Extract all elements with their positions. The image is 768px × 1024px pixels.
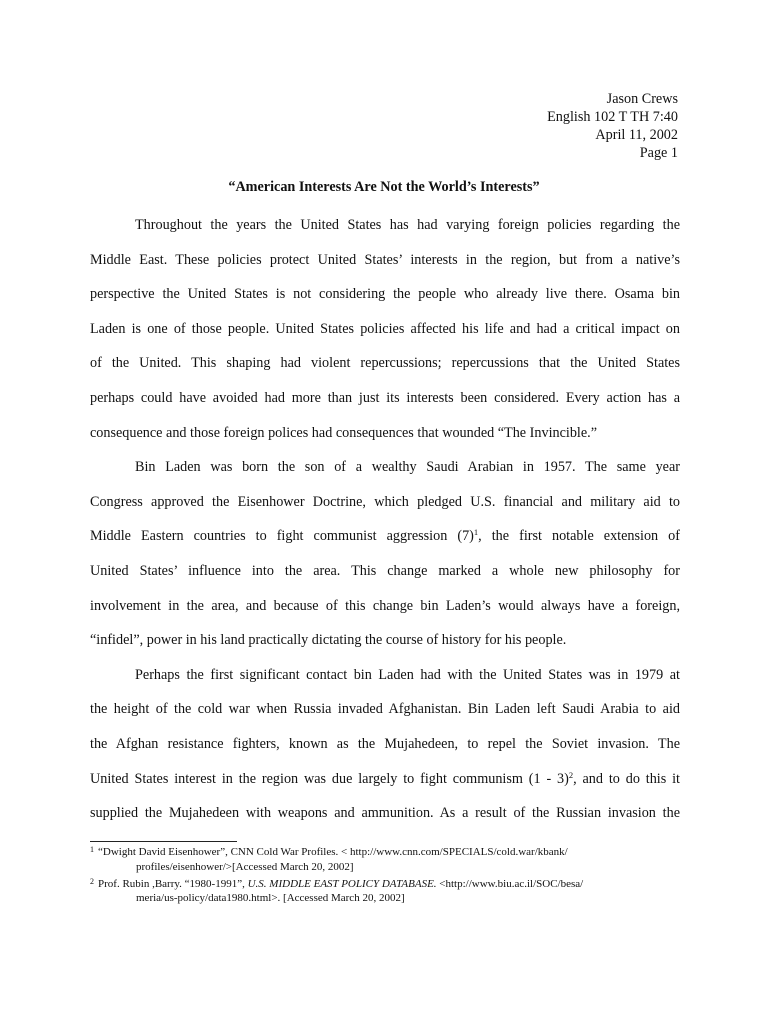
paragraph-1 (90, 208, 680, 450)
footnote-reference-2[interactable]: 2 (568, 769, 574, 780)
text-line: Laden is one of those people. United States policies affected his life and had a critical impact on (90, 320, 680, 337)
footnote-text: meria/us-policy/data1980.html>. [Accessed March 20, 2002] (136, 892, 405, 905)
text-line: Middle East. These policies protect United States’ interests in the region, but from a native’s (90, 251, 680, 268)
essay-body (90, 208, 680, 831)
author-name: Jason Crews (606, 91, 678, 107)
text-line: of the United. This shaping had violent repercussions; repercussions that the United States (90, 355, 680, 372)
text-line: consequence and those foreign polices had consequences that wounded “The Invincible.” (90, 424, 598, 441)
essay-title: “American Interests Are Not the World’s Interests” (228, 179, 540, 195)
footnote-text: Prof. Rubin ,Barry. “1980-1991”, (98, 877, 248, 890)
text-segment: United States interest in the region was due largely to fight communism (1 - 3) (90, 770, 569, 787)
text-line-with-footnote (90, 519, 680, 554)
paragraph-3 (90, 658, 680, 831)
footnote-2 (90, 875, 680, 907)
document-date: April 11, 2002 (595, 127, 678, 143)
text-segment: Middle Eastern countries to fight communist aggression (7) (90, 528, 474, 545)
text-line-with-footnote (90, 762, 680, 797)
text-line: perspective the United States is not considering the people who already live there. Osama bin (90, 286, 680, 303)
text-line: United States’ influence into the area. This change marked a whole new philosophy for (90, 562, 680, 579)
footnote-text: profiles/eisenhower/>[Accessed March 20, 2002] (136, 860, 354, 873)
paragraph-2 (90, 450, 680, 658)
text-line: the Afghan resistance fighters, known as the Mujahedeen, to repel the Soviet invasion. The (90, 735, 680, 752)
footnote-mark: 1 (90, 845, 94, 854)
footnote-source-title: U.S. MIDDLE EAST POLICY DATABASE. (247, 877, 437, 890)
text-line: Congress approved the Eisenhower Doctrine, which pledged U.S. financial and military aid to (90, 493, 680, 510)
footnote-1 (90, 843, 680, 875)
text-line: Throughout the years the United States has had varying foreign policies regarding the (135, 217, 680, 233)
text-line: the height of the cold war when Russia invaded Afghanistan. Bin Laden left Saudi Arabia to aid (90, 701, 680, 718)
page-number: Page 1 (639, 145, 678, 161)
text-line: Bin Laden was born the son of a wealthy Saudi Arabian in 1957. The same year (135, 459, 680, 476)
text-line: “infidel”, power in his land practically dictating the course of history for his people. (90, 632, 567, 649)
footnote-text: <http://www.biu.ac.il/SOC/besa/ (436, 877, 584, 890)
text-line: involvement in the area, and because of this change bin Laden’s would always have a foreign, (90, 597, 680, 614)
footnote-text: “Dwight David Eisenhower”, CNN Cold War Profiles. < http://www.cnn.com/SPECIALS/cold.war/kbank/ (98, 846, 568, 858)
course-info: English 102 T TH 7:40 (547, 109, 678, 125)
footnotes (90, 843, 680, 906)
document-header (378, 90, 678, 162)
text-line: supplied the Mujahedeen with weapons and ammunition. As a result of the Russian invasion the (90, 805, 680, 822)
text-line: Perhaps the first significant contact bin Laden had with the United States was in 1979 at (135, 666, 680, 683)
text-segment: , and to do this it (573, 770, 680, 787)
footnote-mark: 2 (90, 876, 94, 886)
footnote-reference-1[interactable]: 1 (473, 527, 479, 538)
text-line: perhaps could have avoided had more than just its interests been considered. Every action has a (90, 389, 680, 406)
text-segment: , the first notable extension of (478, 528, 681, 545)
footnote-separator (90, 841, 237, 842)
